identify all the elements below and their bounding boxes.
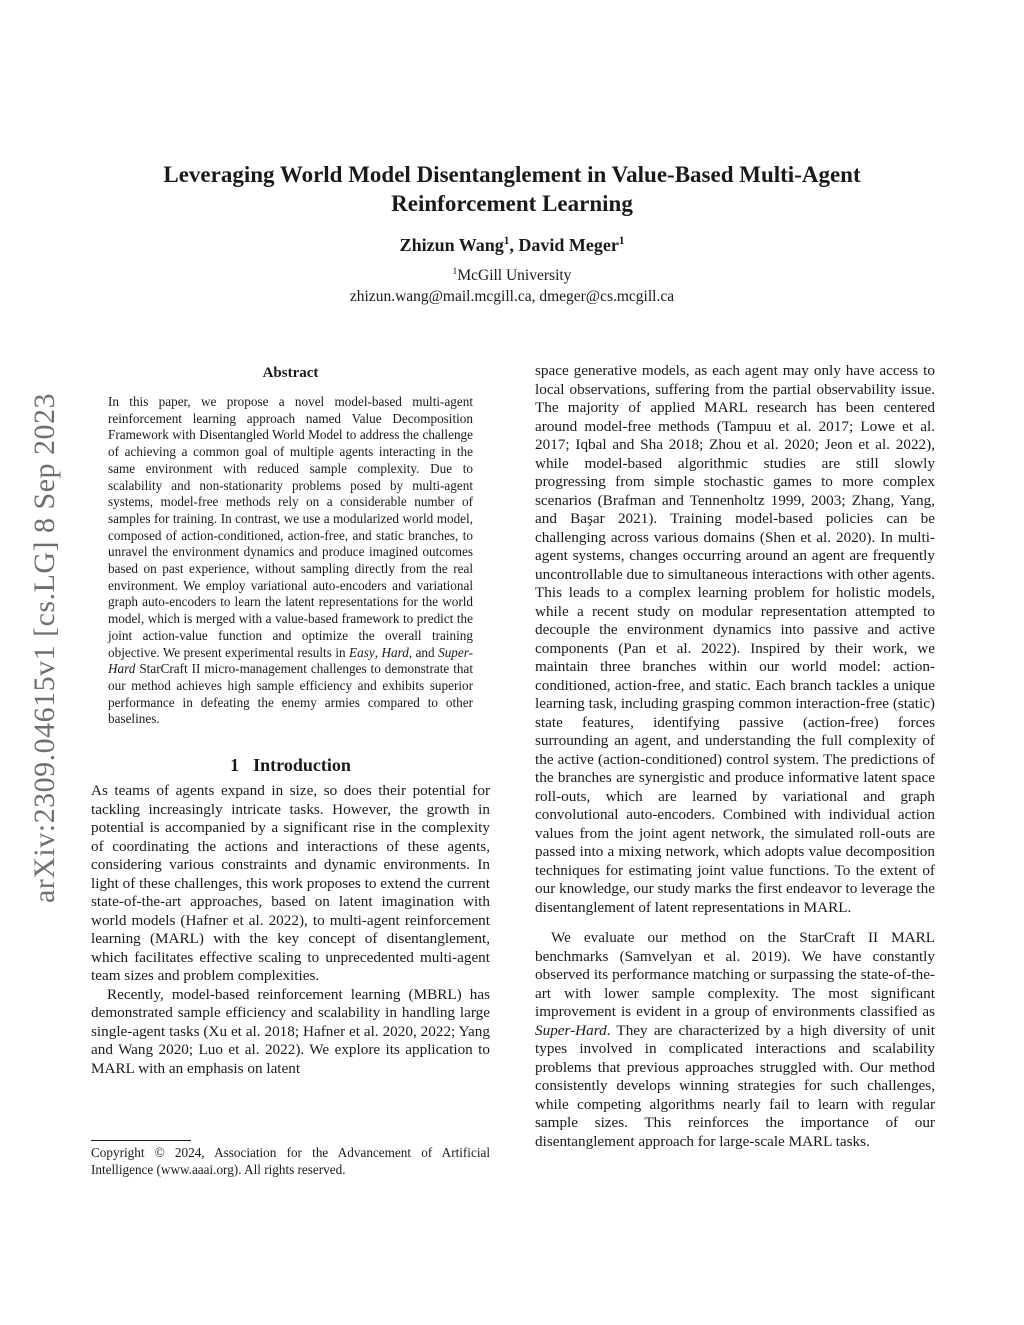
intro-section-number: 1 — [230, 755, 240, 776]
abstract-heading: Abstract — [262, 365, 319, 381]
title-line-1: Leveraging World Model Disentanglement in Value-Based Multi-Agent — [163, 162, 861, 187]
affiliation — [112, 266, 912, 286]
affiliation-mark: 1 — [452, 265, 458, 277]
author-meger: David Meger — [518, 235, 619, 255]
abstract-sep-1: , — [374, 644, 382, 660]
intro-paragraph-2: Recently, model-based reinforcement learning (MBRL) has demonstrated sample efficiency and scalability in handling large single-agent tasks (Xu et al. 2018; Hafner et al. 2020, 2022; Yang and Wang 2020; Luo et al. 2022). We explore its application to MARL with an emphasis on latent — [91, 985, 490, 1077]
arxiv-identifier: arXiv:2309.04615v1 [cs.LG] 8 Sep 2023 — [28, 392, 61, 904]
left-column — [91, 362, 490, 1078]
intro-p4-body-a: We evaluate our method on the StarCraft II MARL benchmarks (Samvelyan et al. 2019). We have constantly observed its performance matching or surpassing the state-of-the-art with lower sample complexity. The most significant improvement is evident in a group of environments classified as — [535, 929, 935, 1020]
abstract-body-a: In this paper, we propose a novel model-based multi-agent reinforcement learning approach named Value Decomposition Framework with Disentangled World Model to address the challenge of achieving a common goal of multiple agents interacting in the same environment with reduced sample complexity. Due to scalability and non-stationarity problems posed by multi-agent systems, model-free methods rely on a considerable number of samples for training. In contrast, we use a modularized world model, composed of action-conditioned, action-free, and static branches, to unravel the environment dynamics and produce imagined outcomes based on past experience, without sampling directly from the real environment. We employ variational auto-encoders and variational graph auto-encoders to learn the latent representations for the world model, which is merged with a value-based framework to predict the joint action-value function and optimize the overall training objective. We present experimental results in — [108, 394, 473, 660]
author-wang-affil-mark: 1 — [503, 235, 510, 247]
abstract-text — [108, 394, 473, 728]
abstract-sep-2: , and — [408, 644, 439, 660]
copyright-footnote: Copyright © 2024, Association for the Advancement of Artificial Intelligence (www.aaai.org). All rights reserved. — [91, 1145, 490, 1177]
title-line-2: Reinforcement Learning — [391, 191, 633, 216]
affiliation-name: McGill University — [457, 267, 572, 284]
right-column — [535, 362, 935, 1151]
paper-title — [112, 160, 912, 218]
intro-p4-superhard: Super-Hard — [535, 1021, 607, 1039]
author-wang: Zhizun Wang — [399, 235, 504, 255]
author-list — [112, 233, 912, 257]
author-meger-affil-mark: 1 — [618, 235, 625, 247]
author-emails: zhizun.wang@mail.mcgill.ca, dmeger@cs.mcgill.ca — [349, 288, 675, 305]
intro-paragraph-1: As teams of agents expand in size, so does their potential for tackling increasingly intricate tasks. However, the growth in potential is accompanied by a significant rise in the complexity of coordinating the actions and interactions of these agents, considering various constraints and dynamic environments. In light of these challenges, this work proposes to extend the current state-of-the-art approaches, based on latent imagination with world models (Hafner et al. 2022), to multi-agent reinforcement learning (MARL) with the key concept of disentanglement, which facilitates effective scaling to unprecedented multi-agent team sizes and problem complexities. — [91, 782, 490, 985]
intro-paragraph-4 — [535, 929, 935, 1151]
intro-heading — [91, 753, 490, 777]
author-separator: , — [509, 235, 519, 255]
abstract-hard: Hard — [381, 644, 409, 660]
abstract-superhard: Super-Hard — [108, 644, 473, 677]
intro-p4-body-b: . They are characterized by a high diversity of unit types involved in complicated interactions and scalability problems that previous approaches struggled with. Our method consistently develops winning strategies for such challenges, while competing algorithms nearly fail to learn with regular sample sizes. This reinforces the importance of our disentanglement approach for large-scale MARL tasks. — [535, 1021, 935, 1150]
footnote-rule — [91, 1140, 191, 1141]
abstract-body-b: StarCraft II micro-management challenges to demonstrate that our method achieves high sample efficiency and exhibits superior performance in defeating the enemy armies compared to other baselines. — [108, 661, 473, 727]
abstract-easy: Easy — [349, 644, 375, 660]
intro-section-title: Introduction — [253, 755, 351, 776]
intro-paragraph-3: space generative models, as each agent may only have access to local observations, suffering from the partial observability issue. The majority of applied MARL research has been centered around model-free methods (Tampuu et al. 2017; Lowe et al. 2017; Iqbal and Sha 2018; Zhou et al. 2020; Jeon et al. 2022), while model-based algorithmic studies are still slowly progressing from simple stochastic games to more complex scenarios (Brafman and Tennenholtz 1999, 2003; Zhang, Yang, and Başar 2021). Training model-based policies can be challenging across various domains (Shen et al. 2020). In multi-agent systems, changes occurring around an agent are frequently uncontrollable due to simultaneous interactions with other agents. This leads to a complex learning problem for holistic models, while a recent study on modular representation attempted to decouple the environment dynamics into passive and active components (Pan et al. 2022). Inspired by their work, we maintain three branches within our world model: action-conditioned, action-free, and static. Each branch tackles a unique learning task, including grasping common interaction-free (static) state features, identifying passive (action-free) forces surrounding an agent, and understanding the full complexity of the active (action-conditioned) control system. The predictions of the branches are synergistic and produce informative latent space roll-outs, which are learned by variational and graph convolutional auto-encoders. Combined with individual action values from the joint agent network, the simulated roll-outs are passed into a mixing network, which adopts value decomposition techniques for estimating joint value functions. To the extent of our knowledge, our study marks the first endeavor to leverage the disentanglement of latent representations in MARL. — [535, 362, 935, 916]
